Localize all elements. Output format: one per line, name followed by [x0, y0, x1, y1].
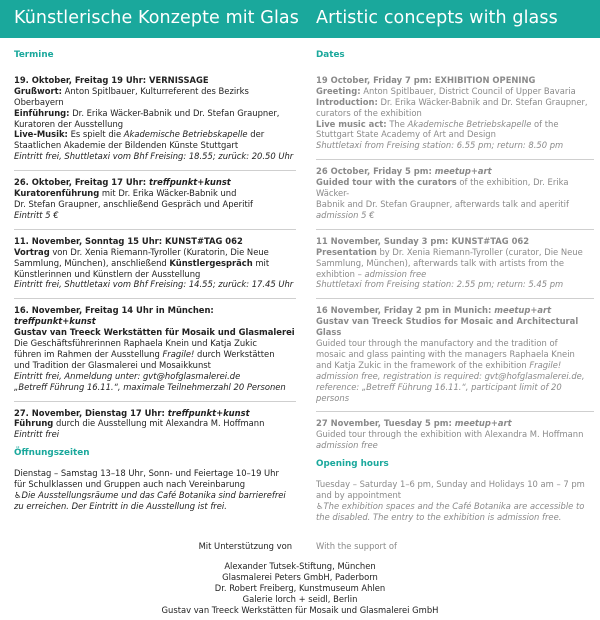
- event-date: 16 November, Friday 2 pm in Munich: meetup+art: [316, 305, 552, 316]
- german-column: Termine 19. Oktober, Freitag 19 Uhr: VERNISSAGE Grußwort: Anton Spitlbauer, Kulturreferent des Bezirks Oberbayern Einführung: Dr. Erika Wäcker-Babnik und Dr. Stefan Graupner, Kuratoren der Ausstellung Live-Musik: Es spielt die Akademische Betriebskapelle der Staatlichen Akademie der Bildenden Künste Stuttgart Eintritt frei, Shuttletaxi vom Bhf Freising: 18.55; zurück: 20.50 Uhr 26. Oktober, Freitag 17 Uhr: treffpunkt+kunst Kuratorenführung mit Dr. Erika Wäcker-Babnik und Dr. Stefan Graupner, anschließend Gespräch und Aperitif Eintritt 5 € 11. November, Sonntag 15 Uhr: KUNST#TAG 062 Vortrag von Dr. Xenia Riemann-Tyroller (Kuratorin, Die Neue Sammlung, München), anschließend Künstlergespräch mit Künstlerinnen und Künstlern der Ausstellung Eintritt frei, Shuttletaxi vom Bhf Freising: 14.55; zurück: 17.45 Uhr 16. November, Freitag 14 Uhr in München: treffpunkt+kunst Gustav van Treeck Werkstätten für Mosaik und Glasmalerei Die Geschäftsführerinnen Raphaela Knein und Katja Zukic führen im Rahmen der Ausstellung Fragile! durch Werkstätten und Tradition der Glasmalerei und Mosaikkunst Eintritt frei, Anmeldung unter: gvt@hofglasmalerei.de „Betreff Führung 16.11.“, maximale Teilnehmerzahl 20 Personen 27. November, Dienstag 17 Uhr: treffpunkt+kunst Führung durch die Ausstellung mit Alexandra M. Hoffmann Eintritt frei Öffnungszeiten Dienstag – Samstag 13–18 Uhr, Sonn- und Feiertage 10–19 Uhr für Schulklassen und Gruppen auch nach Vereinbarung ♿Die Ausstellungsräume und das Café Botanika sind barrierefrei zu erreichen. Der Eintritt in die Ausstellung ist frei.: [14, 50, 295, 511]
- sponsor-item: Alexander Tutsek-Stiftung, München: [224, 561, 376, 571]
- event-opening-de: 19. Oktober, Freitag 19 Uhr: VERNISSAGE Grußwort: Anton Spitlbauer, Kulturreferent des Bezirks Oberbayern Einführung: Dr. Erika Wäcker-Babnik und Dr. Stefan Graupner, Kuratoren der Ausstellung Live-Musik: Es spielt die Akademische Betriebskapelle der Staatlichen Akademie der Bildenden Künste Stuttgart Eintritt frei, Shuttletaxi vom Bhf Freising: 18.55; zurück: 20.50 Uhr: [14, 75, 296, 162]
- english-column: Dates 19 October, Friday 7 pm: EXHIBITION OPENING Greeting: Anton Spitlbauer, District Council of Upper Bavaria Introduction: Dr. Erika Wäcker-Babnik and Dr. Stefan Graupner, curators of the exhibition Live music act: The Akademische Betriebskapelle of the Stuttgart State Academy of Art and Design Shuttletaxi from Freising station: 6.55 pm; return: 8.50 pm 26 October, Friday 5 pm: meetup+art Guided tour with the curators of the exhibition, Dr. Erika Wäcker- Babnik and Dr. Stefan Graupner, afterwards talk and aperitif admission 5 € 11 November, Sunday 3 pm: KUNST#TAG 062 Presentation by Dr. Xenia Riemann-Tyroller (curator, Die Neue Sammlung, München), afterwards talk with artists from the exhibtion – admission free Shuttletaxi from Freising station: 2.55 pm; return: 5.45 pm 16 November, Friday 2 pm in Munich: meetup+art Gustav van Treeck Studios for Mosaic and Architectural Glass Guided tour through the manufactory and the tradition of mosaic and glass painting with the managers Raphaela Knein and Katja Zukic in the framework of the exhibition Fragile! admission free, registration is required: gvt@hofglasmalerei.de, reference: „Betreff Führung 16.11.“, participant limit of 20 persons 27 November, Tuesday 5 pm: meetup+art Guided tour through the exhibition with Alexandra M. Hoffmann admission free Opening hours Tuesday – Saturday 1–6 pm, Sunday and Holidays 10 am – 7 pm and by appointment ♿The exhibition spaces and the Café Botanika are accessible to the disabled. The entry to the exhibition is admission free.: [316, 50, 594, 523]
- event-lecture-de: 11. November, Sonntag 15 Uhr: KUNST#TAG 062 Vortrag von Dr. Xenia Riemann-Tyroller (Kuratorin, Die Neue Sammlung, München), anschließend Künstlergespräch mit Künstlerinnen und Künstlern der Ausstellung Eintritt frei, Shuttletaxi vom Bhf Freising: 14.55; zurück: 17.45 Uhr: [14, 236, 296, 291]
- event-date: 16. November, Freitag 14 Uhr in München: treffpunkt+kunst: [14, 305, 214, 327]
- event-date: 19 October, Friday 7 pm: EXHIBITION OPENING: [316, 74, 536, 85]
- event-curator-tour-de: 26. Oktober, Freitag 17 Uhr: treffpunkt+kunst Kuratorenführung mit Dr. Erika Wäcker-Babnik und Dr. Stefan Graupner, anschließend Gespräch und Aperitif Eintritt 5 €: [14, 177, 296, 221]
- divider: [316, 229, 594, 230]
- title-english: Artistic concepts with glass: [316, 8, 558, 28]
- title-german: Künstlerische Konzepte mit Glas: [14, 8, 299, 28]
- registration-email-de: Eintritt frei, Anmeldung unter: gvt@hofglasmalerei.de: [14, 370, 241, 381]
- wheelchair-icon: ♿: [316, 500, 324, 511]
- event-date: 11 November, Sunday 3 pm: KUNST#TAG 062: [316, 235, 530, 246]
- support-label-de: Mit Unterstützung von: [198, 541, 292, 551]
- event-workshop-tour-en: 16 November, Friday 2 pm in Munich: meetup+art Gustav van Treeck Studios for Mosaic and Architectural Glass Guided tour through the manufactory and the tradition of mosaic and glass painting with the managers Raphaela Knein and Katja Zukic in the framework of the exhibition Fragile! admission free, registration is required: gvt@hofglasmalerei.de, reference: „Betreff Führung 16.11.“, participant limit of 20 persons: [316, 305, 594, 403]
- sponsor-item: Gustav van Treeck Werkstätten für Mosaik und Glasmalerei GmbH: [161, 604, 439, 615]
- event-date: 27. November, Dienstag 17 Uhr: treffpunkt+kunst: [14, 407, 250, 418]
- sponsor-item: Galerie lorch + seidl, Berlin: [242, 593, 358, 604]
- event-guided-tour-en: 27 November, Tuesday 5 pm: meetup+art Guided tour through the exhibition with Alexandra M. Hoffmann admission free: [316, 418, 594, 451]
- sponsor-list: [0, 561, 600, 616]
- divider: [316, 159, 594, 160]
- event-date: 11. November, Sonntag 15 Uhr: KUNST#TAG 062: [14, 235, 243, 246]
- divider: [14, 229, 296, 230]
- support-label-en: With the support of: [316, 541, 397, 551]
- sponsor-item: Dr. Robert Freiberg, Kunstmuseum Ahlen: [214, 582, 386, 593]
- event-date: 27 November, Tuesday 5 pm: meetup+art: [316, 418, 512, 429]
- registration-email-en: admission free, registration is required: gvt@hofglasmalerei.de,: [316, 370, 585, 381]
- divider: [14, 298, 296, 299]
- divider: [14, 401, 296, 402]
- event-curator-tour-en: 26 October, Friday 5 pm: meetup+art Guided tour with the curators of the exhibition, Dr. Erika Wäcker- Babnik and Dr. Stefan Graupner, afterwards talk and aperitif admission 5 €: [316, 166, 594, 221]
- dates-heading-en: Dates: [316, 50, 345, 60]
- header-band: [0, 0, 600, 38]
- event-date: 19. Oktober, Freitag 19 Uhr: VERNISSAGE: [14, 74, 209, 85]
- divider: [14, 170, 296, 171]
- divider: [316, 411, 594, 412]
- divider: [316, 298, 594, 299]
- event-opening-en: 19 October, Friday 7 pm: EXHIBITION OPENING Greeting: Anton Spitlbauer, District Council of Upper Bavaria Introduction: Dr. Erika Wäcker-Babnik and Dr. Stefan Graupner, curators of the exhibition Live music act: The Akademische Betriebskapelle of the Stuttgart State Academy of Art and Design Shuttletaxi from Freising station: 6.55 pm; return: 8.50 pm: [316, 75, 594, 151]
- event-date: 26. Oktober, Freitag 17 Uhr: treffpunkt+kunst: [14, 177, 231, 188]
- wheelchair-icon: ♿: [14, 490, 22, 500]
- event-date: 26 October, Friday 5 pm: meetup+art: [316, 166, 492, 177]
- opening-hours-heading-en: Opening hours: [316, 459, 389, 470]
- event-lecture-en: 11 November, Sunday 3 pm: KUNST#TAG 062 Presentation by Dr. Xenia Riemann-Tyroller (curator, Die Neue Sammlung, München), afterwards talk with artists from the exhibtion – admission free Shuttletaxi from Freising station: 2.55 pm; return: 5.45 pm: [316, 236, 594, 291]
- dates-heading-de: Termine: [14, 50, 54, 60]
- sponsor-item: Glasmalerei Peters GmbH, Paderborn: [222, 571, 378, 582]
- opening-hours-heading-de: Öffnungszeiten: [14, 448, 90, 459]
- event-workshop-tour-de: 16. November, Freitag 14 Uhr in München: treffpunkt+kunst Gustav van Treeck Werkstätten für Mosaik und Glasmalerei Die Geschäftsführerinnen Raphaela Knein und Katja Zukic führen im Rahmen der Ausstellung Fragile! durch Werkstätten und Tradition der Glasmalerei und Mosaikkunst Eintritt frei, Anmeldung unter: gvt@hofglasmalerei.de „Betreff Führung 16.11.“, maximale Teilnehmerzahl 20 Personen: [14, 305, 295, 392]
- event-guided-tour-de: 27. November, Dienstag 17 Uhr: treffpunkt+kunst Führung durch die Ausstellung mit Alexandra M. Hoffmann Eintritt frei: [14, 408, 296, 441]
